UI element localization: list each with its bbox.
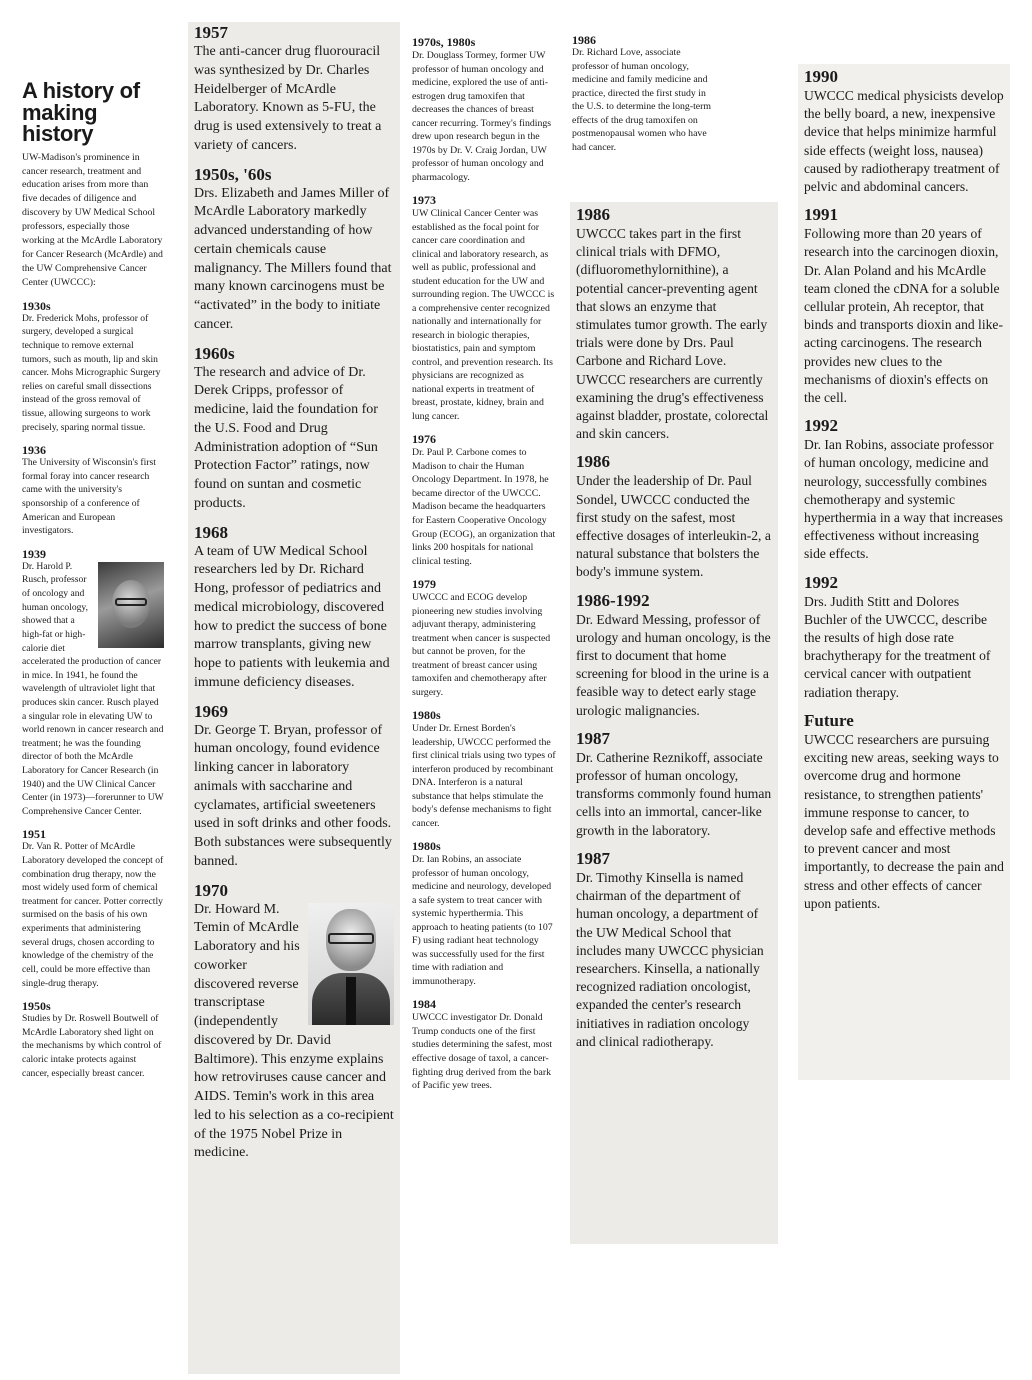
column-timeline-5 xyxy=(798,64,1010,1080)
entry-1930s xyxy=(22,300,164,434)
entry-year: 1936 xyxy=(22,443,46,458)
entry-1992-robins xyxy=(804,417,1004,563)
entry-year: 1980s xyxy=(412,708,441,723)
entry-year: 1950s xyxy=(22,999,51,1014)
entry-text: Following more than 20 years of research into the carcinogen dioxin, Dr. Alan Poland and his McArdle team cloned the cDNA for a soluble cellular protein, Ah receptor, that binds and transports dioxin and like-acting carcinogens. The research provides new clues to the mechanisms of dioxin's effects on the cell. xyxy=(804,226,1003,406)
entry-1950s-60s xyxy=(194,166,394,335)
entry-1992-stitt xyxy=(804,574,1004,702)
entry-text: UWCCC and ECOG develop pioneering new studies involving adjuvant therapy, administering treatment when cancer is suspected but cannot be proven, for the treatment of breast cancer using tamoxifen and chemotherapy after surgery. xyxy=(412,592,551,698)
entry-text: UWCCC medical physicists develop the belly board, a new, inexpensive device that helps minimize harmful side effects (weight loss, nausea) caused by radiotherapy treatment of pelvic and abdominal cancers. xyxy=(804,88,1004,195)
entry-text: The University of Wisconsin's first formal foray into cancer research came with the university's sponsorship of a conference of American and European investigators. xyxy=(22,457,156,537)
entry-text: Dr. Howard M. Temin of McArdle Laboratory and his coworker discovered reverse transcriptase (independently discovered by Dr. David Baltimore). This enzyme explains how retroviruses cause cancer and AIDS. Temin's work in this area led to his selection as a co-recipient of the 1975 Nobel Prize in medicine. xyxy=(194,901,394,1161)
entry-text: Dr. Douglass Tormey, former UW professor of human oncology and medicine, explored the use of anti-estrogen drug tamoxifen that decreases the chances of breast cancer recurring. Tormey's findings drew upon research begun in the 1970s by Dr. V. Craig Jordan, UW professor of human oncology and pharmacology. xyxy=(412,50,552,183)
entry-1969 xyxy=(194,703,394,872)
entry-text: Dr. George T. Bryan, professor of human oncology, found evidence linking cancer in laboratory animals with saccharine and cyclamates, artificial sweeteners used in soft drinks and other foods. Both substances were subsequently banned. xyxy=(194,722,392,869)
entry-year: 1992 xyxy=(804,572,838,592)
column-timeline-3 xyxy=(404,34,564,1322)
entry-1979 xyxy=(412,578,556,699)
entry-1987-reznikoff xyxy=(576,730,772,840)
portrait-photo-temin xyxy=(308,903,394,1025)
entry-year: 1986 xyxy=(576,205,610,224)
entry-text: UWCCC takes part in the first clinical trials with DFMO, (difluoromethylornithine), a potential cancer-preventing agent that slows an enzyme that stimulates tumor growth. The early trials were done by Drs. Paul Carbone and Richard Love. UWCCC researchers are currently examining the drug's effectiveness against bladder, prostate, colorectal and skin cancers. xyxy=(576,226,769,442)
entry-year: 1976 xyxy=(412,432,436,447)
portrait-glasses xyxy=(328,933,374,944)
entry-text: Dr. Edward Messing, professor of urology and human oncology, is the first to document that home screening for blood in the urine is a feasible way to detect early stage urologic malignancies. xyxy=(576,611,771,718)
entry-1980s-hyperthermia xyxy=(412,840,556,988)
entry-1991 xyxy=(804,206,1004,407)
entry-1986-dfmo xyxy=(576,206,772,443)
entry-text: Under Dr. Ernest Borden's leadership, UWCCC performed the first clinical trials using two types of interferon produced by recombinant DNA. Interferon is a natural substance that helps stimulate the body's defense mechanisms to fight cancer. xyxy=(412,723,556,829)
entry-1984 xyxy=(412,998,556,1092)
entry-year: 1987 xyxy=(576,848,610,868)
entry-text: Dr. Van R. Potter of McArdle Laboratory developed the concept of combination drug therapy, now the most widely used form of chemical treatment for cancer. Potter correctly surmised on the basis of his own experiments that administering several drugs, chosen according to knowledge of the chemistry of the cell, could be more effective than single-drug therapy. xyxy=(22,841,164,989)
portrait-glasses xyxy=(115,598,147,606)
entry-text: UWCCC investigator Dr. Donald Trump conducts one of the first studies determining the safest, most effective dosage of taxol, a cancer-fighting drug derived from the bark of Pacific yew trees. xyxy=(412,1012,553,1092)
entry-year: 1991 xyxy=(804,205,838,225)
entry-1951 xyxy=(22,828,164,990)
entry-1950s xyxy=(22,1000,164,1080)
portrait-photo-rusch xyxy=(98,562,164,648)
entry-text: Dr. Ian Robins, associate professor of human oncology, medicine and neurology, successfully combines chemotherapy and systemic hyperthermia in a way that increases effectiveness without increasing side effects. xyxy=(804,437,1003,562)
entry-text: UW Clinical Cancer Center was established as the focal point for cancer care coordination and clinical and laboratory research, as well as public, professional and student education for the UW and surrounding region. The UWCCC is a comprehensive center recognized nationally and internationally for research in biologic therapies, biostatistics, pain and symptom control, and prevention research. Its physicians are recognized as national experts in treatment of breast, prostate, kidney, brain and lung cancer. xyxy=(412,208,555,422)
entry-text: Drs. Judith Stitt and Dolores Buchler of the UWCCC, describe the results of high dose rate brachytherapy for the treatment of cervical cancer with outpatient radiation therapy. xyxy=(804,593,991,700)
entry-1936 xyxy=(22,444,164,538)
entry-year: 1992 xyxy=(804,416,838,436)
entry-1973 xyxy=(412,194,556,423)
column-timeline-2 xyxy=(188,22,400,1374)
entry-1968 xyxy=(194,524,394,693)
entry-1970s-1980s xyxy=(412,36,556,184)
entry-text: UWCCC researchers are pursuing exciting new areas, seeking ways to overcome drug and hormone resistance, to strengthen patients' immune response to cancer, to develop safe and effective methods to prevent cancer and most importantly, to decrease the pain and stress and other effects of cancer upon patients. xyxy=(804,731,1004,911)
entry-text: Drs. Elizabeth and James Miller of McArdle Laboratory markedly advanced understanding of how certain chemicals cause malignancy. The Millers found that many known carcinogens must be “activated” in the body to initiate cancer. xyxy=(194,185,392,332)
entry-text: The research and advice of Dr. Derek Cripps, professor of medicine, laid the foundation for the U.S. Food and Drug Administration adoption of “Sun Protection Factor” ratings, now found on suntan and cosmetic products. xyxy=(194,364,378,511)
entry-year: Future xyxy=(804,710,854,730)
entry-text: The anti-cancer drug fluorouracil was synthesized by Dr. Charles Heidelberger of McArdle Laboratory. Known as 5-FU, the drug is used extensively to treat a variety of cancers. xyxy=(194,44,382,153)
entry-1939 xyxy=(22,548,164,819)
entry-future xyxy=(804,712,1004,913)
entry-year: 1957 xyxy=(194,23,228,42)
entry-text: Dr. Paul P. Carbone comes to Madison to chair the Human Oncology Department. In 1978, he became director of the UWCCC. Madison became the headquarters for Eastern Cooperative Oncology Group (ECOG), an organization that links 200 hospitals for national clinical testing. xyxy=(412,447,556,567)
entry-1986-interleukin xyxy=(576,453,772,581)
column-intro xyxy=(18,78,168,1338)
entry-1990 xyxy=(804,68,1004,196)
entry-text: Dr. Timothy Kinsella is named chairman of the department of human oncology, a department of the UW Medical School that includes many UWCCC physician researchers. Kinsella, a nationally recognized radiation oncologist, expanded the center's research initiatives in radiation oncology and clinical radiotherapy. xyxy=(576,869,764,1049)
entry-1986-1992 xyxy=(576,592,772,720)
entry-text: Dr. Harold P. Rusch, professor of oncology and human oncology, showed that a high-fat or high-calorie diet accelerated the production of cancer in mice. In 1941, he found the wavelength of ultraviolet light that produces skin cancer. Rusch played a singular role in elevating UW to world renown in cancer research and treatment; he was the founding director of both the McArdle Laboratory for Cancer Research (in 1940) and the UW Clinical Cancer Center (in 1973)—forerunner to UW Comprehensive Cancer Center. xyxy=(22,560,164,817)
entry-year: 1986 xyxy=(572,33,596,47)
portrait-tie xyxy=(346,977,356,1025)
entry-text: Dr. Richard Love, associate professor of human oncology, medicine and family medicine and practice, directed the first study in the U.S. to determine the long-term effects of the drug tamoxifen on postmenopausal women who have had cancer. xyxy=(572,47,712,153)
entry-text: Dr. Catherine Reznikoff, associate professor of human oncology, transforms commonly found human cells into an immortal, cancer-like growth in the laboratory. xyxy=(576,749,772,838)
intro-text: UW-Madison's prominence in cancer research, treatment and education arises from more than five decades of diligence and discovery by UW Medical School professors, especially those working at the McArdle Laboratory for Cancer Research (McArdle) and the UW Comprehensive Cancer Center (UWCCC): xyxy=(22,151,163,288)
column-timeline-4-top xyxy=(566,30,724,178)
entry-year: 1984 xyxy=(412,997,436,1012)
entry-year: 1930s xyxy=(22,298,51,313)
headline: A history of making history xyxy=(22,78,140,147)
entry-year: 1980s xyxy=(412,839,441,854)
entry-1986-tamoxifen xyxy=(572,34,718,154)
entry-text: Dr. Ian Robins, an associate professor of human oncology, medicine and neurology, developed a safe system to treat cancer with systemic hyperthermia. This approach to heating patients (to 107 F) using radiant heat technology was successfully used for the first time with radiation and immunotherapy. xyxy=(412,854,553,987)
entry-1987-kinsella xyxy=(576,850,772,1051)
entry-year: 1951 xyxy=(22,827,46,842)
entry-year: 1986 xyxy=(576,452,610,472)
entry-text: A team of UW Medical School researchers led by Dr. Richard Hong, professor of pediatrics and medical microbiology, discovered how to predict the success of bone marrow transplants, giving new hope to patients with leukemia and immune deficiency diseases. xyxy=(194,543,390,690)
entry-1976 xyxy=(412,433,556,568)
entry-year: 1990 xyxy=(804,67,838,86)
entry-year: 1979 xyxy=(412,577,436,592)
entry-1957 xyxy=(194,24,394,156)
entry-year: 1970 xyxy=(194,880,228,900)
entry-year: 1970s, 1980s xyxy=(412,35,476,49)
entry-year: 1939 xyxy=(22,546,46,561)
entry-1980s-interferon xyxy=(412,709,556,830)
entry-year: 1950s, '60s xyxy=(194,164,272,184)
entry-year: 1986-1992 xyxy=(576,590,650,610)
entry-year: 1960s xyxy=(194,343,235,363)
entry-year: 1968 xyxy=(194,522,228,542)
entry-text: Studies by Dr. Roswell Boutwell of McArdle Laboratory shed light on the mechanisms by which control of caloric intake protects against cancer, especially breast cancer. xyxy=(22,1013,162,1079)
entry-year: 1973 xyxy=(412,193,436,208)
entry-year: 1987 xyxy=(576,728,610,748)
entry-text: Under the leadership of Dr. Paul Sondel, UWCCC conducted the first study on the safest, most effective dosages of interleukin-2, a natural substance that bolsters the body's immune system. xyxy=(576,473,771,580)
entry-text: Dr. Frederick Mohs, professor of surgery, developed a surgical technique to remove external tumors, such as mouth, lip and skin cancer. Mohs Micrographic Surgery relies on careful small dissections instead of the gross removal of tissue, allowing surgeons to work precisely, sparing normal tissue. xyxy=(22,312,161,433)
entry-1960s xyxy=(194,345,394,514)
entry-year: 1969 xyxy=(194,701,228,721)
entry-1970 xyxy=(194,882,394,1164)
column-timeline-4 xyxy=(570,202,778,1244)
